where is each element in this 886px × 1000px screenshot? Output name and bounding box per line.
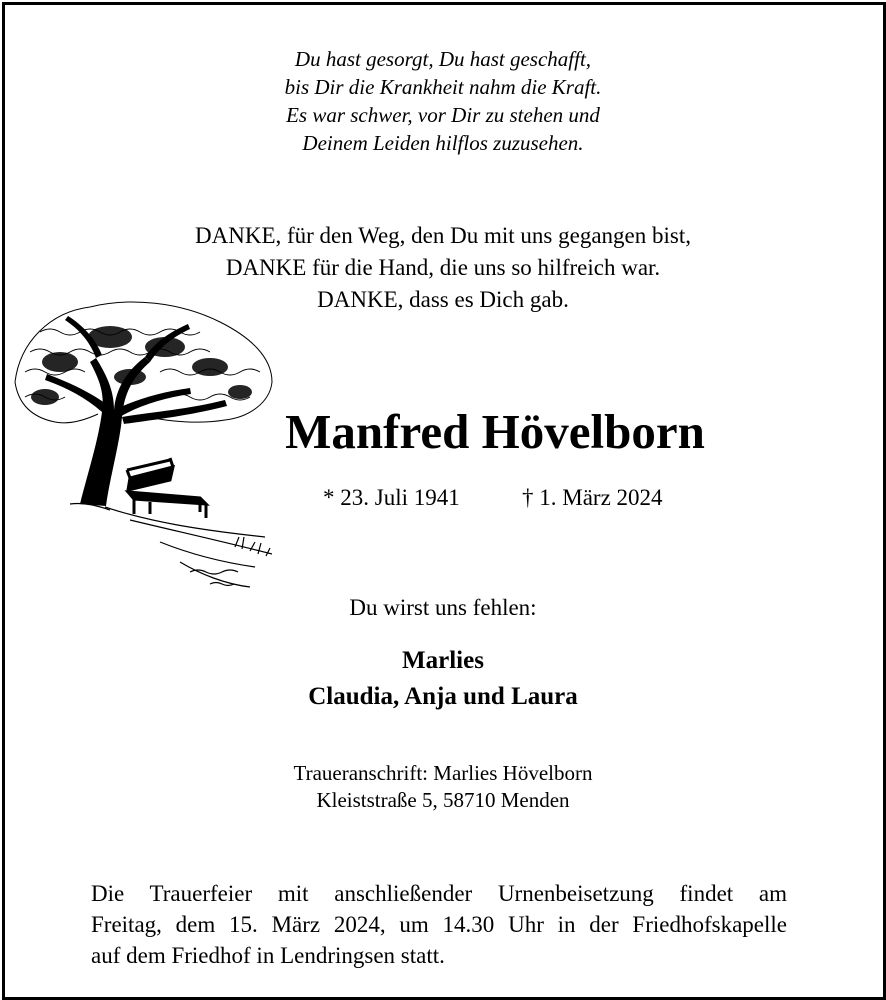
tree-with-bench-illustration [10,292,285,592]
ground [70,503,272,587]
thanks-line: DANKE für die Hand, die uns so hilfreich war. [225,255,661,280]
thanks-line: DANKE, für den Weg, den Du mit uns gegangen bist, [195,223,691,248]
ceremony-line: auf dem Friedhof in Lendringsen statt. [91,943,445,968]
mourner-name: Marlies [402,647,484,674]
thanks-line: DANKE, dass es Dich gab. [317,287,569,312]
poem-line: Es war schwer, vor Dir zu stehen und [286,103,600,127]
mourners-intro: Du wirst uns fehlen: [349,595,537,620]
ceremony-line: Die Trauerfeier mit anschließender Urnenbeisetzung findet am [91,881,787,906]
death-date: † 1. März 2024 [522,485,663,510]
poem [0,45,886,157]
mourner-names: Claudia, Anja und Laura [308,683,578,710]
ceremony-line: Freitag, dem 15. März 2024, um 14.30 Uhr in der Friedhofskapelle [91,912,787,937]
deceased-name: Manfred Hövelborn [285,404,705,459]
mourning-address [0,760,886,814]
address-line: Traueranschrift: Marlies Hövelborn [293,761,593,785]
poem-line: bis Dir die Krankheit nahm die Kraft. [284,75,602,99]
address-line: Kleiststraße 5, 58710 Menden [316,788,570,812]
ceremony-notice [91,878,787,971]
bench-icon [127,458,206,518]
mourners-list [0,643,886,715]
birth-date: * 23. Juli 1941 [323,485,460,510]
poem-line: Du hast gesorgt, Du hast geschafft, [294,47,592,71]
poem-line: Deinem Leiden hilflos zuzusehen. [302,131,584,155]
